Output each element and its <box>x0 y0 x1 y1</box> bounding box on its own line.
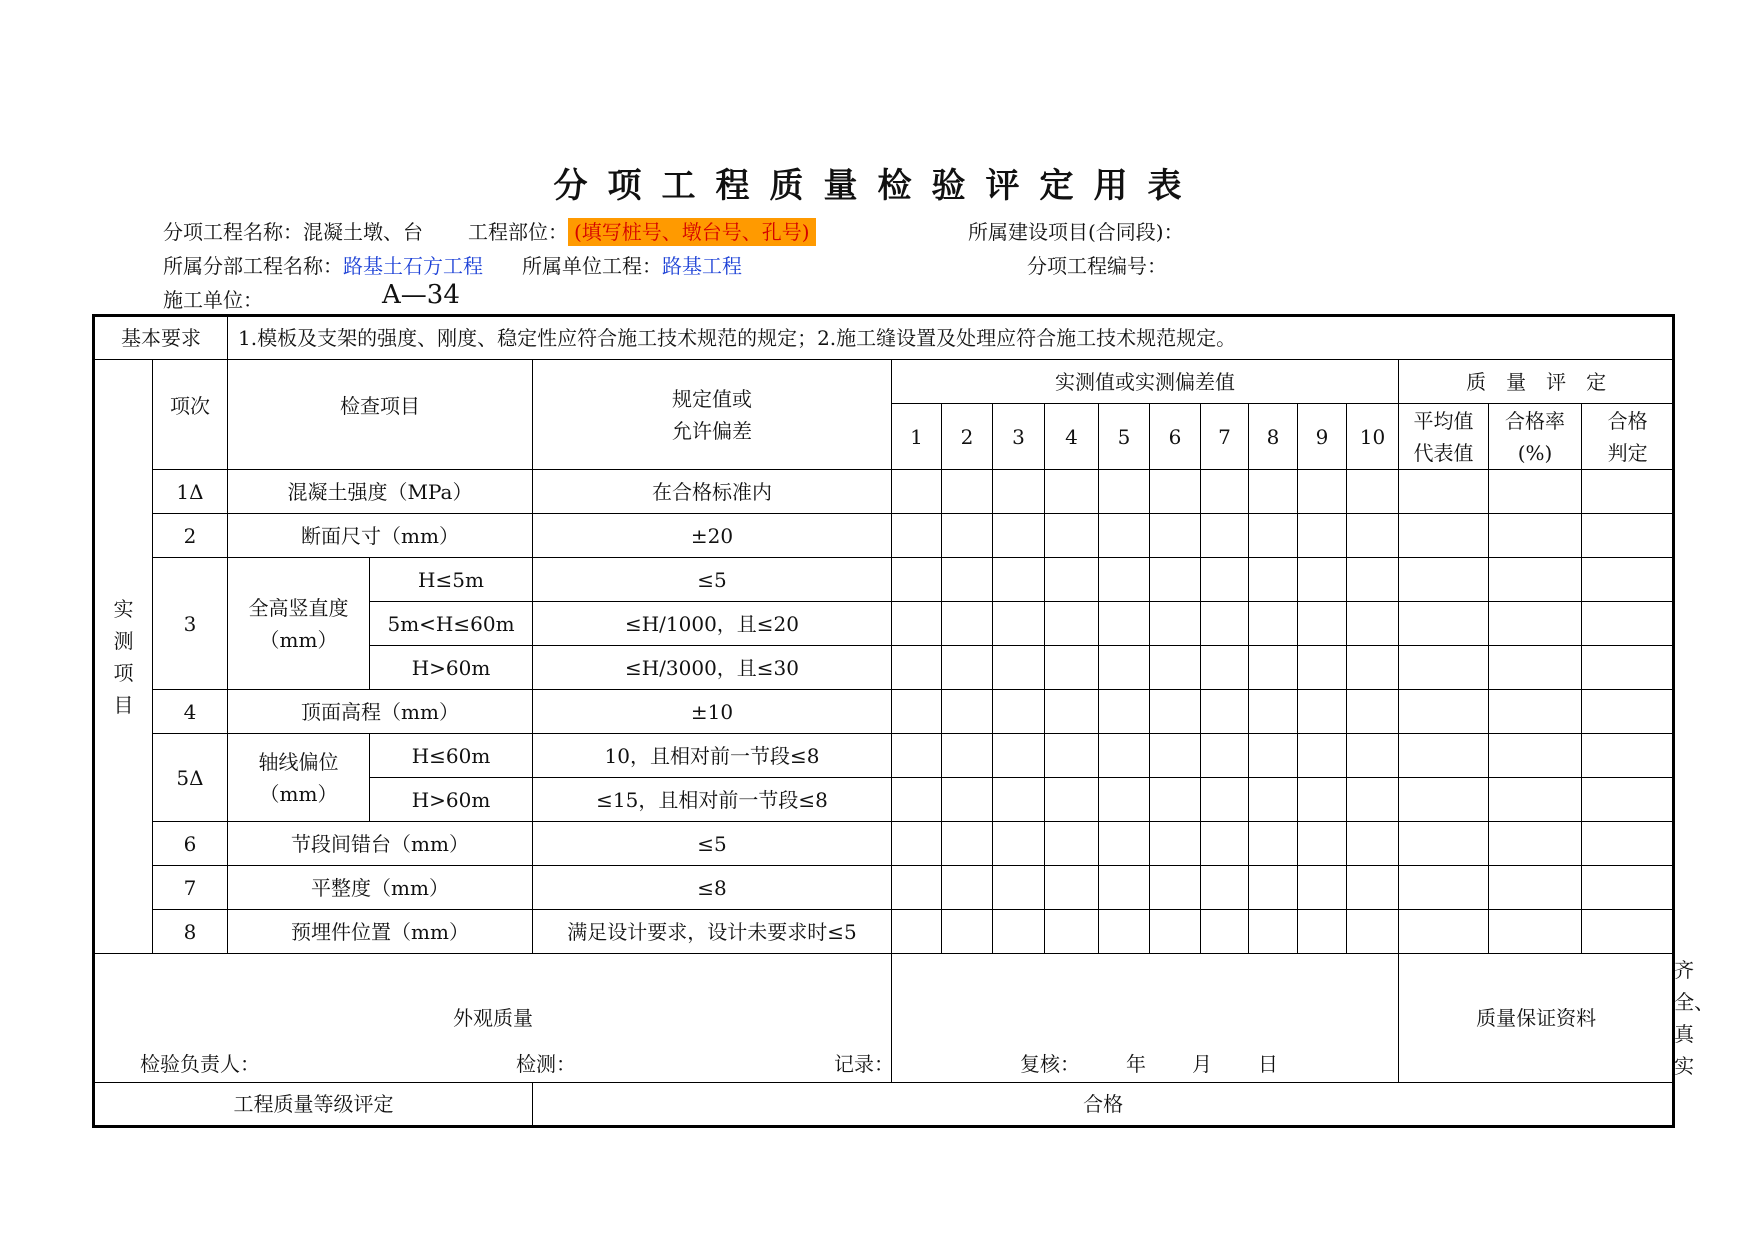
condition: H≤60m <box>370 734 533 778</box>
measure-cell[interactable] <box>993 558 1045 602</box>
judgement-cell[interactable] <box>1582 602 1674 646</box>
pass-rate-cell[interactable] <box>1489 602 1582 646</box>
measure-cell[interactable] <box>1099 470 1150 514</box>
measure-cell[interactable] <box>1045 778 1099 822</box>
measure-cell[interactable] <box>1201 558 1249 602</box>
check-item-line1: 轴线偏位 <box>258 749 339 774</box>
measure-cell[interactable] <box>1201 778 1249 822</box>
measure-cell[interactable] <box>1347 514 1399 558</box>
measure-cell[interactable] <box>1249 778 1298 822</box>
measure-cell[interactable] <box>1099 602 1150 646</box>
check-item: 节段间错台（mm） <box>228 822 533 866</box>
measure-cell[interactable] <box>942 646 993 690</box>
measure-cell[interactable] <box>1150 690 1201 734</box>
grade-label: 工程质量等级评定 <box>94 1083 533 1127</box>
division-line <box>163 250 483 279</box>
point-number: 8 <box>1249 404 1298 470</box>
table-row <box>94 910 1674 954</box>
measure-cell[interactable] <box>1150 514 1201 558</box>
side-label <box>94 360 153 954</box>
spec-value: ≤H/1000，且≤20 <box>533 602 892 646</box>
judgement-cell[interactable] <box>1582 646 1674 690</box>
measure-cell[interactable] <box>1201 514 1249 558</box>
judgement-cell[interactable] <box>1582 558 1674 602</box>
check-item <box>228 734 370 822</box>
point-number: 1 <box>892 404 942 470</box>
measure-cell[interactable] <box>892 690 942 734</box>
judgement-cell[interactable] <box>1582 690 1674 734</box>
measure-cell[interactable] <box>1150 778 1201 822</box>
measure-cell[interactable] <box>1298 778 1347 822</box>
measure-cell[interactable] <box>1045 866 1099 910</box>
measure-cell[interactable] <box>1045 602 1099 646</box>
location-label: 工程部位： <box>468 220 568 244</box>
measure-cell[interactable] <box>1347 734 1399 778</box>
measure-cell[interactable] <box>942 470 993 514</box>
spec-value: ±10 <box>533 690 892 734</box>
measure-cell[interactable] <box>942 866 993 910</box>
item-no: 2 <box>153 514 228 558</box>
measure-cell[interactable] <box>993 514 1045 558</box>
measure-cell[interactable] <box>1249 734 1298 778</box>
spec-value: ≤H/3000，且≤30 <box>533 646 892 690</box>
measure-cell[interactable] <box>1347 558 1399 602</box>
location-value[interactable]: (填写桩号、墩台号、孔号) <box>568 218 816 246</box>
spec-value: ≤5 <box>533 558 892 602</box>
measure-cell[interactable] <box>1298 822 1347 866</box>
col-average-line1: 平均值 <box>1413 408 1474 433</box>
measure-cell[interactable] <box>1099 866 1150 910</box>
appearance-row: 外观质量 质量保证资料 齐全、真实 <box>94 954 1674 1083</box>
spec-value: ±20 <box>533 514 892 558</box>
item-name-value: 混凝土墩、台 <box>303 220 423 244</box>
pass-rate-cell[interactable] <box>1489 558 1582 602</box>
col-pass-rate <box>1489 404 1582 470</box>
check-item: 混凝土强度（MPa） <box>228 470 533 514</box>
location-line <box>468 216 816 245</box>
grade-row <box>94 1083 1674 1127</box>
col-spec-line1: 规定值或 <box>672 386 752 411</box>
measure-cell[interactable] <box>1347 470 1399 514</box>
col-pass-rate-line2: (%) <box>1517 440 1553 465</box>
measure-cell[interactable] <box>892 558 942 602</box>
measure-cell[interactable] <box>1045 514 1099 558</box>
item-no-label: 分项工程编号： <box>1027 254 1167 278</box>
project-label: 所属建设项目(合同段)： <box>968 220 1184 244</box>
spec-value: 满足设计要求，设计未要求时≤5 <box>533 910 892 954</box>
measure-cell[interactable] <box>1347 690 1399 734</box>
measure-cell[interactable] <box>1099 734 1150 778</box>
measure-cell[interactable] <box>1347 910 1399 954</box>
measure-cell[interactable] <box>993 778 1045 822</box>
average-cell[interactable] <box>1399 470 1489 514</box>
docs-label: 质量保证资料 <box>1399 954 1674 1083</box>
measure-cell[interactable] <box>942 778 993 822</box>
measure-cell[interactable] <box>1249 470 1298 514</box>
measure-cell[interactable] <box>1347 602 1399 646</box>
measure-cell[interactable] <box>942 822 993 866</box>
measure-cell[interactable] <box>993 822 1045 866</box>
form-code: A—34 <box>382 280 460 310</box>
measure-cell[interactable] <box>993 866 1045 910</box>
item-no: 1Δ <box>153 470 228 514</box>
pass-rate-cell[interactable] <box>1489 514 1582 558</box>
judgement-cell[interactable] <box>1582 822 1674 866</box>
col-average-line2: 代表值 <box>1413 440 1474 465</box>
measure-cell[interactable] <box>1201 470 1249 514</box>
measure-cell[interactable] <box>1099 558 1150 602</box>
inspector-label: 检验负责人： <box>140 1052 260 1076</box>
point-number: 6 <box>1150 404 1201 470</box>
side-char: 实 <box>113 596 134 621</box>
point-number: 3 <box>993 404 1045 470</box>
spec-value: ≤8 <box>533 866 892 910</box>
check-item: 平整度（mm） <box>228 866 533 910</box>
judgement-cell[interactable] <box>1582 778 1674 822</box>
measure-cell[interactable] <box>1099 910 1150 954</box>
unit-project-value[interactable]: 路基工程 <box>662 254 742 278</box>
spec-value: 10，且相对前一节段≤8 <box>533 734 892 778</box>
average-cell[interactable] <box>1399 822 1489 866</box>
measure-cell[interactable] <box>1298 690 1347 734</box>
header-row-1 <box>94 360 1674 404</box>
measure-cell[interactable] <box>1347 866 1399 910</box>
measure-cell[interactable] <box>1099 690 1150 734</box>
table-row <box>94 866 1674 910</box>
point-number: 4 <box>1045 404 1099 470</box>
side-char: 目 <box>113 692 134 717</box>
measure-cell[interactable] <box>993 470 1045 514</box>
col-quality: 质 量 评 定 <box>1399 360 1674 404</box>
measure-cell[interactable] <box>993 646 1045 690</box>
check-item-line2: （mm） <box>259 627 338 652</box>
judgement-cell[interactable] <box>1582 734 1674 778</box>
average-cell[interactable] <box>1399 646 1489 690</box>
measure-cell[interactable] <box>1045 690 1099 734</box>
check-item <box>228 558 370 690</box>
measure-cell[interactable] <box>892 866 942 910</box>
measure-cell[interactable] <box>993 910 1045 954</box>
form-title: 分项工程质量检验评定用表 <box>553 166 1202 206</box>
contractor-label: 施工单位： <box>163 288 263 312</box>
col-spec-line2: 允许偏差 <box>672 418 752 443</box>
measure-cell[interactable] <box>892 734 942 778</box>
col-judgement-line1: 合格 <box>1607 408 1648 433</box>
measure-cell[interactable] <box>1249 910 1298 954</box>
division-label: 所属分部工程名称： <box>163 254 343 278</box>
item-name-label: 分项工程名称： <box>163 220 303 244</box>
check-item-line2: （mm） <box>259 781 338 806</box>
measure-cell[interactable] <box>1249 514 1298 558</box>
basic-req-label: 基本要求 <box>94 316 228 360</box>
pass-rate-cell[interactable] <box>1489 470 1582 514</box>
measure-cell[interactable] <box>1298 470 1347 514</box>
measure-cell[interactable] <box>1201 734 1249 778</box>
measure-cell[interactable] <box>1099 778 1150 822</box>
condition: H≤5m <box>370 558 533 602</box>
judgement-cell[interactable] <box>1582 910 1674 954</box>
item-no: 6 <box>153 822 228 866</box>
measure-cell[interactable] <box>1150 822 1201 866</box>
measure-cell[interactable] <box>892 910 942 954</box>
table-row <box>94 690 1674 734</box>
judgement-cell[interactable] <box>1582 470 1674 514</box>
average-cell[interactable] <box>1399 602 1489 646</box>
col-pass-rate-line1: 合格率 <box>1505 408 1565 433</box>
spec-value: 在合格标准内 <box>533 470 892 514</box>
measure-cell[interactable] <box>1201 690 1249 734</box>
measure-cell[interactable] <box>1249 602 1298 646</box>
measure-cell[interactable] <box>1249 866 1298 910</box>
average-cell[interactable] <box>1399 734 1489 778</box>
measure-cell[interactable] <box>1099 646 1150 690</box>
average-cell[interactable] <box>1399 778 1489 822</box>
measure-cell[interactable] <box>1347 646 1399 690</box>
col-average <box>1399 404 1489 470</box>
month-label: 月 <box>1192 1052 1212 1076</box>
pass-rate-cell[interactable] <box>1489 690 1582 734</box>
measure-cell[interactable] <box>1150 602 1201 646</box>
year-label: 年 <box>1126 1052 1146 1076</box>
item-no: 4 <box>153 690 228 734</box>
table-row <box>94 558 1674 602</box>
pass-rate-cell[interactable] <box>1489 646 1582 690</box>
measure-cell[interactable] <box>892 646 942 690</box>
measure-cell[interactable] <box>942 690 993 734</box>
point-number: 9 <box>1298 404 1347 470</box>
measure-cell[interactable] <box>892 778 942 822</box>
condition: 5m<H≤60m <box>370 602 533 646</box>
col-spec <box>533 360 892 470</box>
pass-rate-cell[interactable] <box>1489 822 1582 866</box>
point-number: 5 <box>1099 404 1150 470</box>
unit-project-label: 所属单位工程： <box>522 254 662 278</box>
item-no: 5Δ <box>153 734 228 822</box>
measure-cell[interactable] <box>1298 558 1347 602</box>
pass-rate-cell[interactable] <box>1489 910 1582 954</box>
measure-cell[interactable] <box>1150 734 1201 778</box>
item-no: 3 <box>153 558 228 690</box>
grade-value: 合格 <box>533 1083 1674 1127</box>
col-measured: 实测值或实测偏差值 <box>892 360 1399 404</box>
measure-cell[interactable] <box>1045 470 1099 514</box>
pass-rate-cell[interactable] <box>1489 778 1582 822</box>
measure-cell[interactable] <box>1249 822 1298 866</box>
inspection-table <box>92 314 1715 1128</box>
basic-req-text: 1.模板及支架的强度、刚度、稳定性应符合施工技术规范的规定；2.施工缝设置及处理应符合施工技术规范规定。 <box>228 316 1674 360</box>
measure-cell[interactable] <box>1249 646 1298 690</box>
measure-cell[interactable] <box>892 514 942 558</box>
measure-cell[interactable] <box>942 558 993 602</box>
measure-cell[interactable] <box>1045 558 1099 602</box>
appearance-label: 外观质量 <box>94 954 892 1083</box>
col-check-item: 检查项目 <box>228 360 533 470</box>
measure-cell[interactable] <box>1201 602 1249 646</box>
measure-cell[interactable] <box>1045 822 1099 866</box>
side-char: 测 <box>113 628 134 653</box>
judgement-cell[interactable] <box>1582 514 1674 558</box>
measure-cell[interactable] <box>1201 646 1249 690</box>
measure-cell[interactable] <box>1298 734 1347 778</box>
item-name-line <box>163 216 423 245</box>
reviewer-label: 复核： <box>1020 1052 1080 1076</box>
item-no: 8 <box>153 910 228 954</box>
pass-rate-cell[interactable] <box>1489 866 1582 910</box>
col-item-no: 项次 <box>153 360 228 470</box>
basic-requirement-row <box>94 316 1674 360</box>
table-row <box>94 514 1674 558</box>
measure-cell[interactable] <box>1045 646 1099 690</box>
measure-cell[interactable] <box>1201 822 1249 866</box>
condition: H>60m <box>370 778 533 822</box>
measure-cell[interactable] <box>1045 910 1099 954</box>
condition: H>60m <box>370 646 533 690</box>
measure-cell[interactable] <box>1150 866 1201 910</box>
measure-cell[interactable] <box>993 734 1045 778</box>
measure-cell[interactable] <box>1298 514 1347 558</box>
item-no: 7 <box>153 866 228 910</box>
point-number: 7 <box>1201 404 1249 470</box>
measure-cell[interactable] <box>1298 910 1347 954</box>
measure-cell[interactable] <box>1249 558 1298 602</box>
col-judgement-line2: 判定 <box>1607 440 1648 465</box>
measure-cell[interactable] <box>1045 734 1099 778</box>
measure-cell[interactable] <box>1099 514 1150 558</box>
division-value[interactable]: 路基土石方工程 <box>343 254 483 278</box>
measure-cell[interactable] <box>892 602 942 646</box>
table-row <box>94 470 1674 514</box>
measure-cell[interactable] <box>993 602 1045 646</box>
recorder-label: 记录： <box>834 1052 894 1076</box>
measure-cell[interactable] <box>1298 646 1347 690</box>
average-cell[interactable] <box>1399 514 1489 558</box>
col-judgement <box>1582 404 1674 470</box>
measure-cell[interactable] <box>1347 778 1399 822</box>
measure-cell[interactable] <box>892 822 942 866</box>
measure-cell[interactable] <box>1150 470 1201 514</box>
check-item: 断面尺寸（mm） <box>228 514 533 558</box>
point-number: 2 <box>942 404 993 470</box>
measure-cell[interactable] <box>1099 822 1150 866</box>
day-label: 日 <box>1258 1052 1278 1076</box>
spec-value: ≤15，且相对前一节段≤8 <box>533 778 892 822</box>
average-cell[interactable] <box>1399 558 1489 602</box>
measure-cell[interactable] <box>942 910 993 954</box>
measure-cell[interactable] <box>1249 690 1298 734</box>
average-cell[interactable] <box>1399 690 1489 734</box>
measure-cell[interactable] <box>942 602 993 646</box>
point-number: 10 <box>1347 404 1399 470</box>
tester-label: 检测： <box>516 1052 576 1076</box>
unit-project-line <box>522 250 742 279</box>
check-item-line1: 全高竖直度 <box>248 595 349 620</box>
measure-cell[interactable] <box>942 734 993 778</box>
measure-cell[interactable] <box>892 470 942 514</box>
measure-cell[interactable] <box>1201 866 1249 910</box>
measure-cell[interactable] <box>993 690 1045 734</box>
measure-cell[interactable] <box>1150 558 1201 602</box>
table-row <box>94 734 1674 778</box>
measure-cell[interactable] <box>1347 822 1399 866</box>
average-cell[interactable] <box>1399 910 1489 954</box>
measure-cell[interactable] <box>1201 910 1249 954</box>
judgement-cell[interactable] <box>1582 866 1674 910</box>
measure-cell[interactable] <box>1150 910 1201 954</box>
measure-cell[interactable] <box>942 514 993 558</box>
pass-rate-cell[interactable] <box>1489 734 1582 778</box>
check-item: 预埋件位置（mm） <box>228 910 533 954</box>
measure-cell[interactable] <box>1298 602 1347 646</box>
side-char: 项 <box>113 660 134 685</box>
average-cell[interactable] <box>1399 866 1489 910</box>
check-item: 顶面高程（mm） <box>228 690 533 734</box>
spec-value: ≤5 <box>533 822 892 866</box>
table-row <box>94 822 1674 866</box>
measure-cell[interactable] <box>1150 646 1201 690</box>
measure-cell[interactable] <box>1298 866 1347 910</box>
